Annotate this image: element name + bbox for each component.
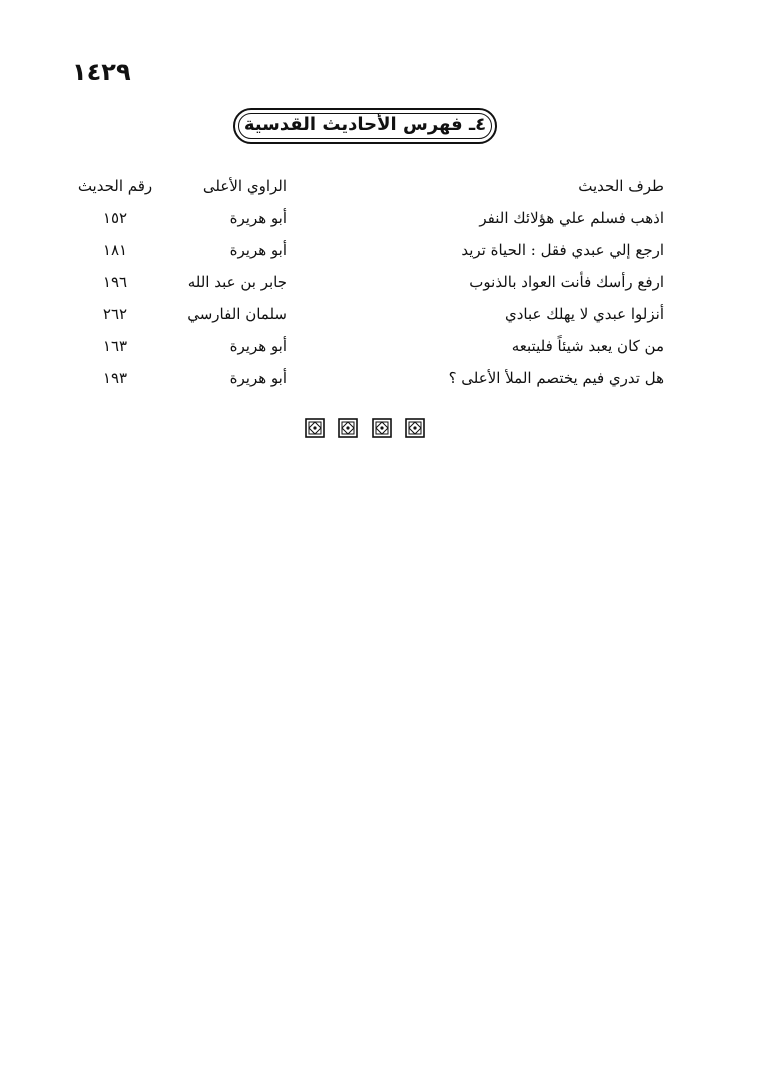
hadith-tarf: ارجع إلي عبدي فقل : الحياة تريد bbox=[461, 241, 664, 259]
table-row bbox=[70, 300, 664, 332]
hadith-tarf: هل تدري فيم يختصم الملأ الأعلى ؟ bbox=[448, 369, 664, 387]
table-row bbox=[70, 268, 664, 300]
hadith-rawi: سلمان الفارسي bbox=[187, 305, 287, 323]
ornament-icon bbox=[338, 418, 358, 438]
column-header-tarf: طرف الحديث bbox=[578, 177, 664, 195]
hadith-tarf: أنزلوا عبدي لا يهلك عبادي bbox=[505, 305, 664, 323]
hadith-rawi: أبو هريرة bbox=[229, 241, 287, 259]
hadith-rawi: أبو هريرة bbox=[229, 209, 287, 227]
hadith-tarf: من كان يعبد شيئاً فليتبعه bbox=[511, 337, 664, 355]
hadith-index-table bbox=[70, 172, 664, 396]
hadith-number: ١٩٣ bbox=[102, 369, 128, 387]
hadith-number: ١٩٦ bbox=[102, 273, 128, 291]
ornament-icon bbox=[305, 418, 325, 438]
ornament-icon bbox=[405, 418, 425, 438]
section-title-frame bbox=[233, 108, 497, 144]
table-header bbox=[70, 172, 664, 204]
table-row bbox=[70, 204, 664, 236]
hadith-rawi: أبو هريرة bbox=[229, 369, 287, 387]
ornament-icon bbox=[372, 418, 392, 438]
table-row bbox=[70, 332, 664, 364]
hadith-tarf: ارفع رأسك فأنت العواد بالذنوب bbox=[469, 273, 664, 291]
table-row bbox=[70, 236, 664, 268]
hadith-number: ٢٦٢ bbox=[102, 305, 128, 323]
hadith-rawi: أبو هريرة bbox=[229, 337, 287, 355]
hadith-number: ١٦٣ bbox=[102, 337, 128, 355]
column-header-rawi: الراوي الأعلى bbox=[202, 177, 287, 195]
section-title: ٤ـ فهرس الأحاديث القدسية bbox=[243, 114, 487, 135]
hadith-rawi: جابر بن عبد الله bbox=[187, 273, 287, 291]
hadith-number: ١٥٢ bbox=[102, 209, 128, 227]
hadith-number: ١٨١ bbox=[102, 241, 128, 259]
section-end-ornaments bbox=[305, 418, 425, 438]
table-row bbox=[70, 364, 664, 396]
page-number: ١٤٢٩ bbox=[72, 58, 131, 86]
column-header-number: رقم الحديث bbox=[77, 177, 153, 195]
hadith-tarf: اذهب فسلم علي هؤلائك النفر bbox=[479, 209, 664, 227]
